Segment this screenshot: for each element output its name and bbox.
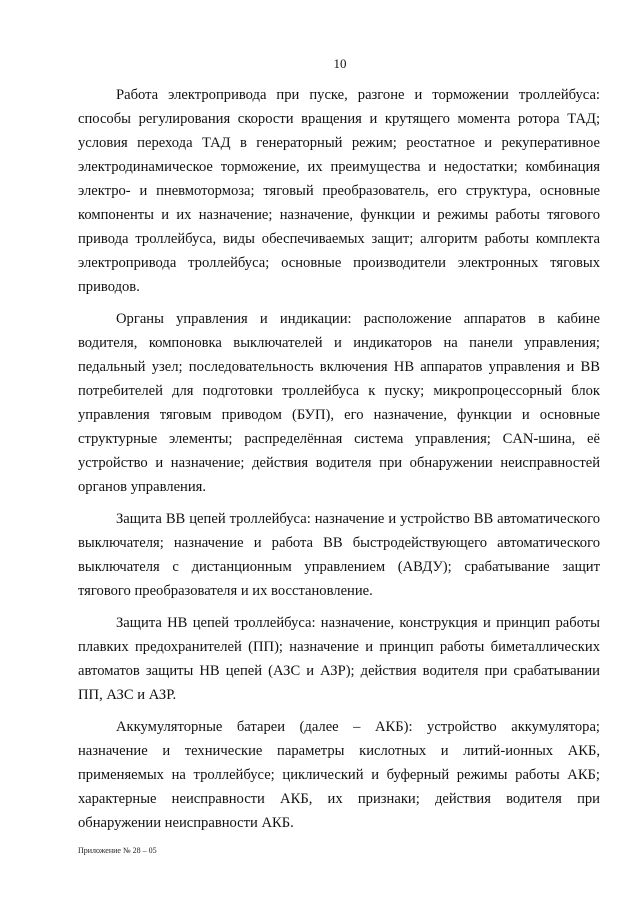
paragraph-lv-protection: Защита НВ цепей троллейбуса: назначение, конструкция и принцип работы плавких предохранителей (ПП); назначение и принцип работы биметаллических автоматов защиты НВ цепей (АЗС и АЗР); действия водителя при срабатывании ПП, АЗС и АЗР. xyxy=(78,615,600,703)
footer-note: Приложение № 28 – 05 xyxy=(78,846,157,855)
paragraph-controls-indication: Органы управления и индикации: расположение аппаратов в кабине водителя, компоновка выключателей и индикаторов на панели управления; педальный узел; последовательность включения НВ аппаратов управления и ВВ потребителей для подготовки троллейбуса к пуску; микропроцессорный блок управления тяговым приводом (БУП), его назначение, функции и основные структурные элементы; распределённая система управления; CAN-шина, её устройство и назначение; действия водителя при обнаружении неисправностей органов управления. xyxy=(78,311,600,495)
paragraph-hv-protection: Защита ВВ цепей троллейбуса: назначение и устройство ВВ автоматического выключателя; назначение и работа ВВ быстродействующего автоматического выключателя с дистанционным управлением (АВДУ); срабатывание защит тягового преобразователя и их восстановление. xyxy=(78,511,600,599)
document-body xyxy=(78,83,600,843)
page-number: 10 xyxy=(333,56,347,71)
paragraph-electric-drive: Работа электропривода при пуске, разгоне и торможении троллейбуса: способы регулирования скорости вращения и крутящего момента ротора ТАД; условия перехода ТАД в генераторный режим; реостатное и рекуперативное электродинамическое торможение, их преимущества и недостатки; комбинация электро- и пневмотормоза; тяговый преобразователь, его структура, основные компоненты и их назначение; назначение, функции и режимы работы тягового привода троллейбуса, виды обеспечиваемых защит; алгоритм работы комплекта электропривода троллейбуса; основные производители электронных тяговых приводов. xyxy=(78,87,600,295)
paragraph-batteries: Аккумуляторные батареи (далее – АКБ): устройство аккумулятора; назначение и технические параметры кислотных и литий-ионных АКБ, применяемых на троллейбусе; циклический и буферный режимы работы АКБ; характерные неисправности АКБ, их признаки; действия водителя при обнаружении неисправности АКБ. xyxy=(78,719,600,831)
